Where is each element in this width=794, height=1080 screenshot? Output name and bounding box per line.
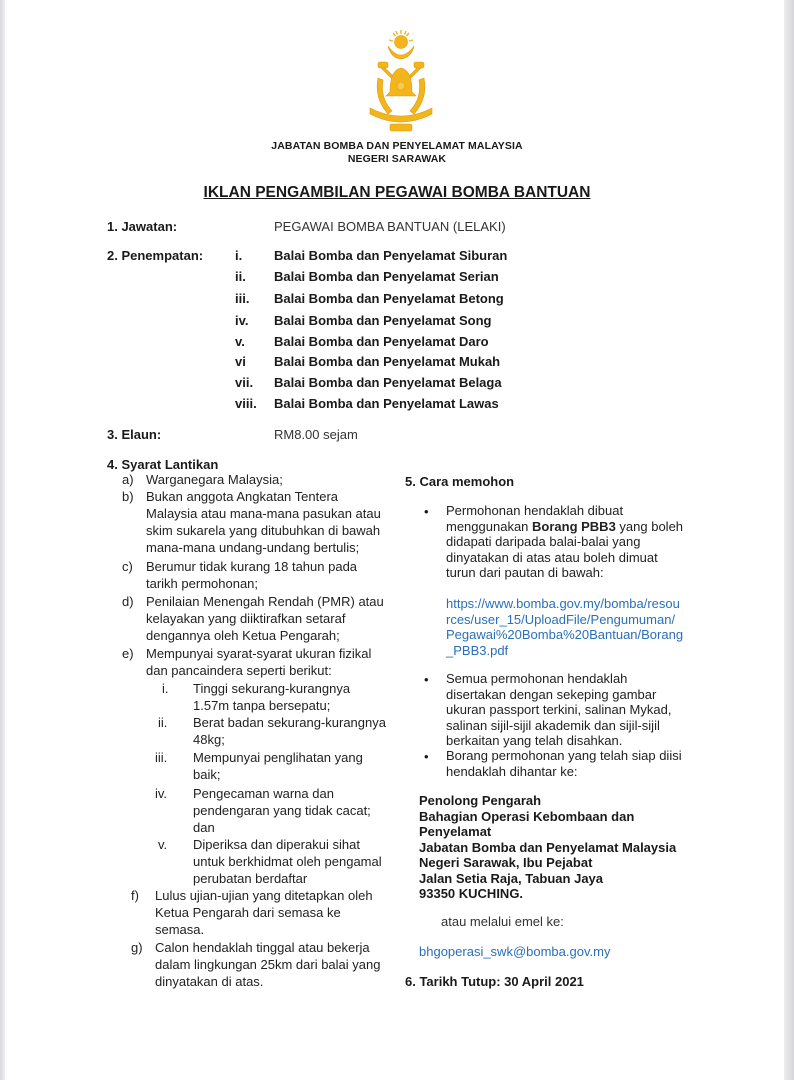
text-line: Malaysia atau mana-mana pasukan atau: [146, 506, 381, 521]
form-name: Borang PBB3: [532, 518, 616, 534]
text-line: disertakan dengan sekeping gambar: [446, 686, 657, 702]
text-line: Pengecaman warna dan: [193, 786, 334, 801]
requirement-item: [122, 593, 384, 644]
item-mark: i.: [162, 681, 169, 696]
text-line: ukuran passport terkini, salinan Mykad,: [446, 702, 672, 717]
text-line: Permohonan hendaklah dibuat: [446, 503, 624, 518]
list-number: v.: [235, 334, 245, 349]
item-mark: b): [122, 489, 134, 504]
page-title: IKLAN PENGAMBILAN PEGAWAI BOMBA BANTUAN: [203, 184, 591, 201]
address-line: Negeri Sarawak, Ibu Pejabat: [419, 855, 593, 870]
text-line: Semua permohonan hendaklah: [446, 671, 628, 686]
text-line: Berumur tidak kurang 18 tahun pada: [146, 559, 358, 574]
item-mark: e): [122, 646, 134, 661]
text-line: dan: [193, 820, 215, 835]
requirement-text: [155, 887, 373, 938]
item-mark: v.: [158, 837, 168, 852]
bullet-icon: •: [424, 672, 429, 687]
requirement-text: [193, 714, 386, 748]
requirement-text: [193, 836, 382, 887]
bullet-text: [446, 671, 671, 749]
list-number: i.: [235, 248, 243, 263]
text-line: perubatan berdaftar: [193, 871, 308, 886]
text-line: hendaklah dihantar ke:: [446, 763, 578, 779]
cara-label: 5. Cara memohon: [405, 474, 515, 489]
list-number: vi: [235, 354, 246, 369]
station-name: Balai Bomba dan Penyelamat Lawas: [274, 396, 499, 411]
address-line: 93350 KUCHING.: [419, 886, 524, 901]
text-line: Diperiksa dan diperakui sihat: [193, 837, 360, 852]
bullet-icon: •: [424, 504, 429, 519]
text-line: Calon hendaklah tinggal atau bekerja: [155, 940, 370, 955]
station-name: Balai Bomba dan Penyelamat Siburan: [274, 248, 508, 263]
station-name: Balai Bomba dan Penyelamat Mukah: [274, 354, 501, 369]
requirement-item: [122, 471, 283, 488]
text-line: baik;: [193, 767, 221, 782]
elaun-value: RM8.00 sejam: [274, 427, 358, 442]
station-name: Balai Bomba dan Penyelamat Song: [274, 313, 492, 328]
text-line: Mempunyai penglihatan yang: [193, 750, 363, 765]
link-line[interactable]: Pegawai%20Bomba%20Bantuan/Borang: [446, 627, 684, 642]
bullet-text: [446, 748, 682, 779]
link-line[interactable]: _PBB3.pdf: [446, 642, 509, 658]
item-mark: d): [122, 594, 134, 609]
sub-requirement-item: [155, 785, 371, 836]
text-line: dan pancaindera seperti berikut:: [146, 663, 332, 678]
penempatan-label: 2. Penempatan:: [107, 248, 204, 263]
syarat-label: 4. Syarat Lantikan: [107, 457, 219, 472]
organization-name: JABATAN BOMBA DAN PENYELAMAT MALAYSIA: [271, 140, 523, 152]
item-mark: f): [131, 888, 139, 903]
address-line: Bahagian Operasi Kebombaan dan: [419, 808, 635, 824]
jawatan-label: 1. Jawatan:: [107, 219, 178, 234]
text-line: dinyatakan di atas.: [155, 974, 264, 989]
text-line: Lulus ujian-ujian yang ditetapkan oleh: [155, 888, 373, 903]
requirement-item: [122, 488, 381, 556]
bullet-icon: •: [424, 749, 429, 764]
text-span: yang boleh: [615, 518, 684, 534]
requirement-text: [146, 488, 381, 556]
text-line: Mempunyai syarat-syarat ukuran fizikal: [146, 646, 372, 661]
list-number: vii.: [235, 375, 254, 390]
sub-requirement-item: [158, 836, 382, 887]
bullet-text: [446, 503, 683, 581]
requirement-item: [131, 939, 380, 990]
sub-requirement-item: [162, 680, 350, 714]
text-line: dalam lingkungan 25km dari balai yang: [155, 957, 381, 972]
link-line[interactable]: https://www.bomba.gov.my/bomba/resou: [446, 596, 680, 611]
link-line[interactable]: rces/user_15/UploadFile/Pengumuman/: [446, 611, 676, 627]
text-line: untuk berkhidmat oleh pengamal: [193, 854, 382, 869]
text-line: skim sukarela yang ditubuhkan di bawah: [146, 523, 381, 538]
text-line: turun dari pautan di bawah:: [446, 565, 604, 580]
requirement-text: [193, 680, 350, 714]
item-mark: c): [122, 559, 133, 574]
text-line: 1.57m tanpa bersepatu;: [193, 698, 331, 713]
jawatan-value: PEGAWAI BOMBA BANTUAN (LELAKI): [274, 219, 506, 234]
item-mark: a): [122, 472, 134, 487]
elaun-label: 3. Elaun:: [107, 427, 162, 442]
requirement-item: [131, 887, 373, 938]
form-download-link[interactable]: [446, 596, 683, 658]
address-line: Penyelamat: [419, 824, 492, 839]
text-line: Ketua Pengarah dari semasa ke: [155, 905, 341, 920]
text-line: 48kg;: [193, 732, 225, 747]
list-number: iv.: [235, 313, 249, 328]
text-line: tarikh permohonan;: [146, 576, 259, 591]
address-line: Penolong Pengarah: [419, 793, 542, 808]
text-line: salinan sijil-sijil akademik dan sijil-sijil: [446, 717, 660, 733]
text-span: menggunakan: [446, 518, 533, 534]
item-mark: ii.: [158, 715, 168, 730]
requirement-text: [146, 645, 371, 679]
text-line: dinyatakan di atas atau boleh dimuat: [446, 549, 658, 565]
requirement-text: Warganegara Malaysia;: [146, 472, 283, 487]
address-line: Jabatan Bomba dan Penyelamat Malaysia: [419, 839, 677, 855]
text-line: didapati daripada balai-balai yang: [446, 534, 641, 549]
text-line: kelayakan yang diiktirafkan setaraf: [146, 611, 346, 626]
text-line: pendengaran yang tidak cacat;: [193, 803, 371, 818]
text-line: Bukan anggota Angkatan Tentera: [146, 489, 339, 504]
text-line: berkaitan yang telah disahkan.: [446, 733, 623, 748]
station-name: Balai Bomba dan Penyelamat Daro: [274, 334, 489, 349]
mailing-address: [419, 793, 676, 902]
requirement-text: [146, 593, 384, 644]
requirement-text: [193, 749, 363, 783]
list-number: ii.: [235, 269, 246, 284]
address-line: Jalan Setia Raja, Tabuan Jaya: [419, 870, 604, 886]
item-mark: g): [131, 940, 143, 955]
item-mark: iv.: [155, 786, 168, 801]
text-line: Tinggi sekurang-kurangnya: [193, 681, 351, 696]
list-number: iii.: [235, 291, 250, 306]
sub-requirement-item: [155, 749, 363, 783]
requirement-text: [146, 558, 357, 592]
station-name: Balai Bomba dan Penyelamat Belaga: [274, 375, 502, 390]
organization-state: NEGERI SARAWAK: [347, 153, 447, 165]
text-line: dengannya oleh Ketua Pengarah;: [146, 628, 340, 643]
text-line: mana-mana undang-undang bertulis;: [146, 540, 360, 555]
list-number: viii.: [235, 396, 257, 411]
item-mark: iii.: [155, 750, 168, 765]
requirement-text: [193, 785, 371, 836]
sub-requirement-item: [158, 714, 386, 748]
closing-date: 6. Tarikh Tutup: 30 April 2021: [405, 974, 584, 989]
requirement-item: [122, 645, 371, 679]
station-name: Balai Bomba dan Penyelamat Betong: [274, 291, 504, 306]
text-line: Borang permohonan yang telah siap diisi: [446, 748, 682, 763]
text-line: Berat badan sekurang-kurangnya: [193, 715, 386, 730]
text-line: semasa.: [155, 922, 205, 937]
station-name: Balai Bomba dan Penyelamat Serian: [274, 269, 499, 284]
email-intro: atau melalui emel ke:: [441, 914, 564, 929]
text-line: Penilaian Menengah Rendah (PMR) atau: [146, 594, 384, 609]
email-link[interactable]: bhgoperasi_swk@bomba.gov.my: [419, 944, 611, 959]
text-line: [446, 519, 683, 535]
bomba-crest-icon: [366, 28, 436, 134]
requirement-text: [155, 939, 380, 990]
requirement-item: [122, 558, 357, 592]
